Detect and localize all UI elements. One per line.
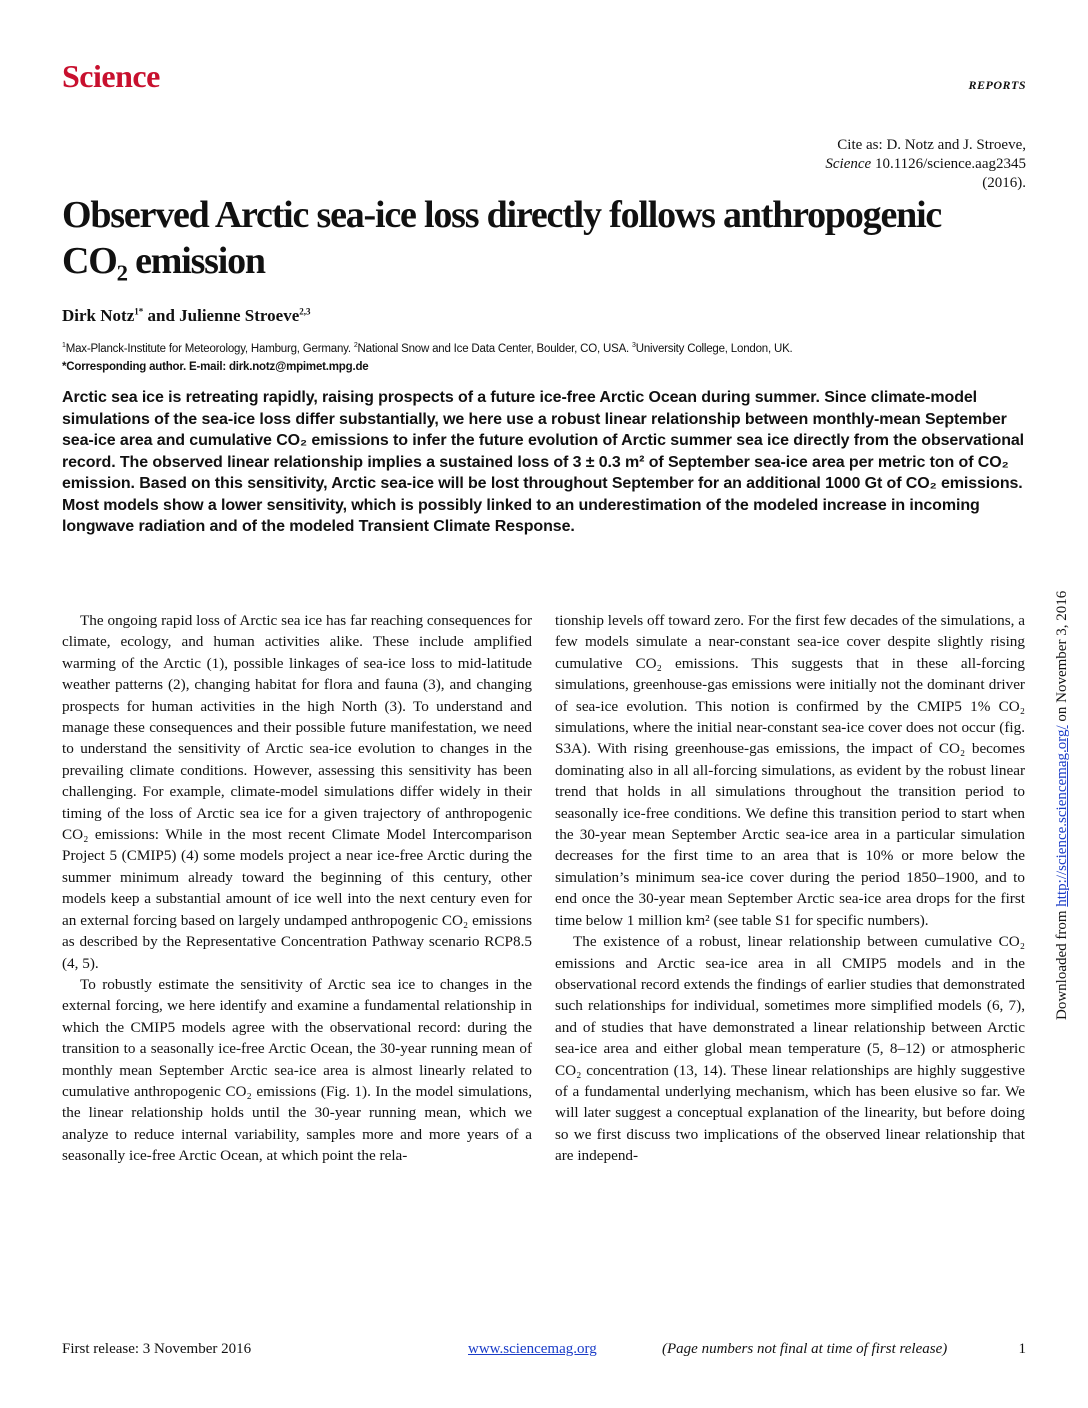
- affiliation-mark: 1: [62, 342, 66, 349]
- section-label: REPORTS: [968, 78, 1026, 92]
- article-title: [62, 192, 1022, 284]
- author-name: Dirk Notz: [62, 306, 135, 325]
- citation-block: [825, 136, 1026, 193]
- page-footer: [62, 1341, 1026, 1363]
- article-title-line-2: CO₂ emission: [62, 240, 265, 282]
- corresponding-author: *Corresponding author. E-mail: dirk.notz@mpimet.mpg.de: [62, 360, 369, 373]
- download-date: on November 3, 2016: [1054, 590, 1070, 726]
- author-affiliation-mark: 2,3: [299, 306, 311, 317]
- science-logo: Science: [62, 58, 160, 94]
- author-separator: and: [143, 306, 180, 325]
- download-link[interactable]: http://science.sciencemag.org/: [1054, 725, 1070, 907]
- affiliations: [62, 337, 1022, 376]
- affiliation: University College, London, UK.: [635, 342, 793, 355]
- author-name: Julienne Stroeve: [179, 306, 300, 325]
- affiliation-line: [62, 337, 1022, 358]
- affiliation-mark: 2: [353, 342, 358, 349]
- abstract: Arctic sea ice is retreating rapidly, raising prospects of a future ice-free Arctic Ocean during summer. Since climate-model simulations of the sea-ice loss differ substantially, we here use a robust linear relationship between monthly-mean September sea-ice area and cumulative CO₂ emissions to infer the future evolution of Arctic summer sea ice directly from the observational record. The observed linear relationship implies a sustained loss of 3 ± 0.3 m² of September sea-ice area per metric ton of CO₂ emission. Based on this sensitivity, Arctic sea-ice will be lost throughout September for an additional 1000 Gt of CO₂ emissions. Most models show a lower sensitivity, which is possibly linked to an underestimation of the modeled increase in incoming longwave radiation and of the modeled Transient Climate Response.: [62, 389, 1025, 535]
- download-notice: [1054, 591, 1071, 1020]
- body-paragraph: The ongoing rapid loss of Arctic sea ice has far reaching consequences for climate, ecology, and human activities alike. These include amplified warming of the Arctic (1), possible linkages of sea-ice loss to mid-latitude weather patterns (2), changing habitat for flora and fauna (3), and changing prospects for human activities in the high North (3). To understand and manage these consequences and their possible future manifestation, we need to understand the sensitivity of Arctic sea-ice evolution to changes in the prevailing climate conditions. However, assessing this sensitivity has been challenging. For example, climate-model simulations differ widely in their timing of the loss of Arctic sea ice for a given trajectory of anthropogenic CO₂ emissions: While in the most recent Climate Model Intercomparison Project 5 (CMIP5) (4) some models project a near ice-free Arctic during the summer minimum already toward the beginning of this century, other models keep a substantial amount of ice well into the next century even for an external forcing based on largely undamped anthropogenic CO₂ emissions as described by the Representative Concentration Pathway scenario RCP8.5 (4, 5).: [62, 612, 532, 972]
- body-column-right: [555, 610, 1025, 1167]
- download-prefix: Downloaded from: [1054, 906, 1070, 1020]
- author-line: [62, 306, 311, 326]
- site-link[interactable]: www.sciencemag.org: [468, 1341, 597, 1357]
- affiliation-mark: 3: [632, 342, 636, 349]
- page-number: 1: [1018, 1341, 1026, 1357]
- body-paragraph: tionship levels off toward zero. For the first few decades of the simulations, a few models simulate a near-constant sea-ice cover despite slightly rising cumulative CO₂ emissions. This suggests that in these all-forcing simulations, greenhouse-gas emissions were initially not the dominant driver of sea-ice evolution. This notion is confirmed by the CMIP5 1% CO₂ simulations, where the initial near-constant sea-ice cover does not occur (fig. S3A). With rising greenhouse-gas emissions, the impact of CO₂ becomes dominating also in all all-forcing simulations, as evident by the robust linear trend that holds in all simulations throughout the transition period to seasonally ice-free conditions. We define this transition period to start when the 30-year mean September Arctic sea-ice area in a particular simulation decreases for the first time to an area that is 10% or more below the simulation’s minimum sea-ice cover during the period 1850–1900, and to end once the 30-year mean September Arctic sea-ice area drops for the first time below 1 million km² (see table S1 for specific numbers).: [555, 612, 1025, 929]
- citation-journal: Science: [825, 156, 872, 172]
- citation-reference: [825, 155, 1026, 174]
- affiliation: Max-Planck-Institute for Meteorology, Hamburg, Germany.: [65, 342, 354, 355]
- body-paragraph: The existence of a robust, linear relationship between cumulative CO₂ emissions and Arctic sea-ice area in all CMIP5 models and in the observational record extends the findings of earlier studies that demonstrated such relationships for individual, sometimes more simplified models (6, 7), and of studies that have demonstrated a linear relationship between Arctic sea-ice area and either global mean temperature (5, 8–12) or atmospheric CO₂ concentration (13, 14). These linear relationships are highly suggestive of a fundamental underlying mechanism, which has been elusive so far. We will later suggest a conceptual explanation of the linearity, but before doing so we first discuss two implications of the observed linear relationship that are independ-: [555, 933, 1025, 1165]
- article-title-line-1: Observed Arctic sea-ice loss directly follows anthropogenic: [62, 194, 942, 236]
- citation-doi: 10.1126/science.aag2345: [871, 156, 1026, 172]
- citation-authors: Cite as: D. Notz and J. Stroeve,: [837, 137, 1026, 153]
- body-paragraph: To robustly estimate the sensitivity of Arctic sea ice to changes in the external forcing, we here identify and examine a fundamental relationship in which the CMIP5 models agree with the observational record: during the transition to a seasonally ice-free Arctic Ocean, the 30-year running mean of monthly mean September Arctic sea-ice area is almost linearly related to cumulative anthropogenic CO₂ emissions (Fig. 1). In the model simulations, the linear relationship holds until the 30-year running mean, which we analyze to reduce internal variability, samples more and more years of a seasonally ice-free Arctic Ocean, at which point the rela-: [62, 975, 532, 1165]
- body-column-left: [62, 610, 532, 1167]
- citation-year: (2016).: [982, 175, 1026, 191]
- affiliation: National Snow and Ice Data Center, Boulder, CO, USA.: [357, 342, 633, 355]
- author-affiliation-mark: 1*: [134, 306, 144, 317]
- release-date: First release: 3 November 2016: [62, 1341, 252, 1357]
- page-number-note: (Page numbers not final at time of first release): [662, 1341, 948, 1357]
